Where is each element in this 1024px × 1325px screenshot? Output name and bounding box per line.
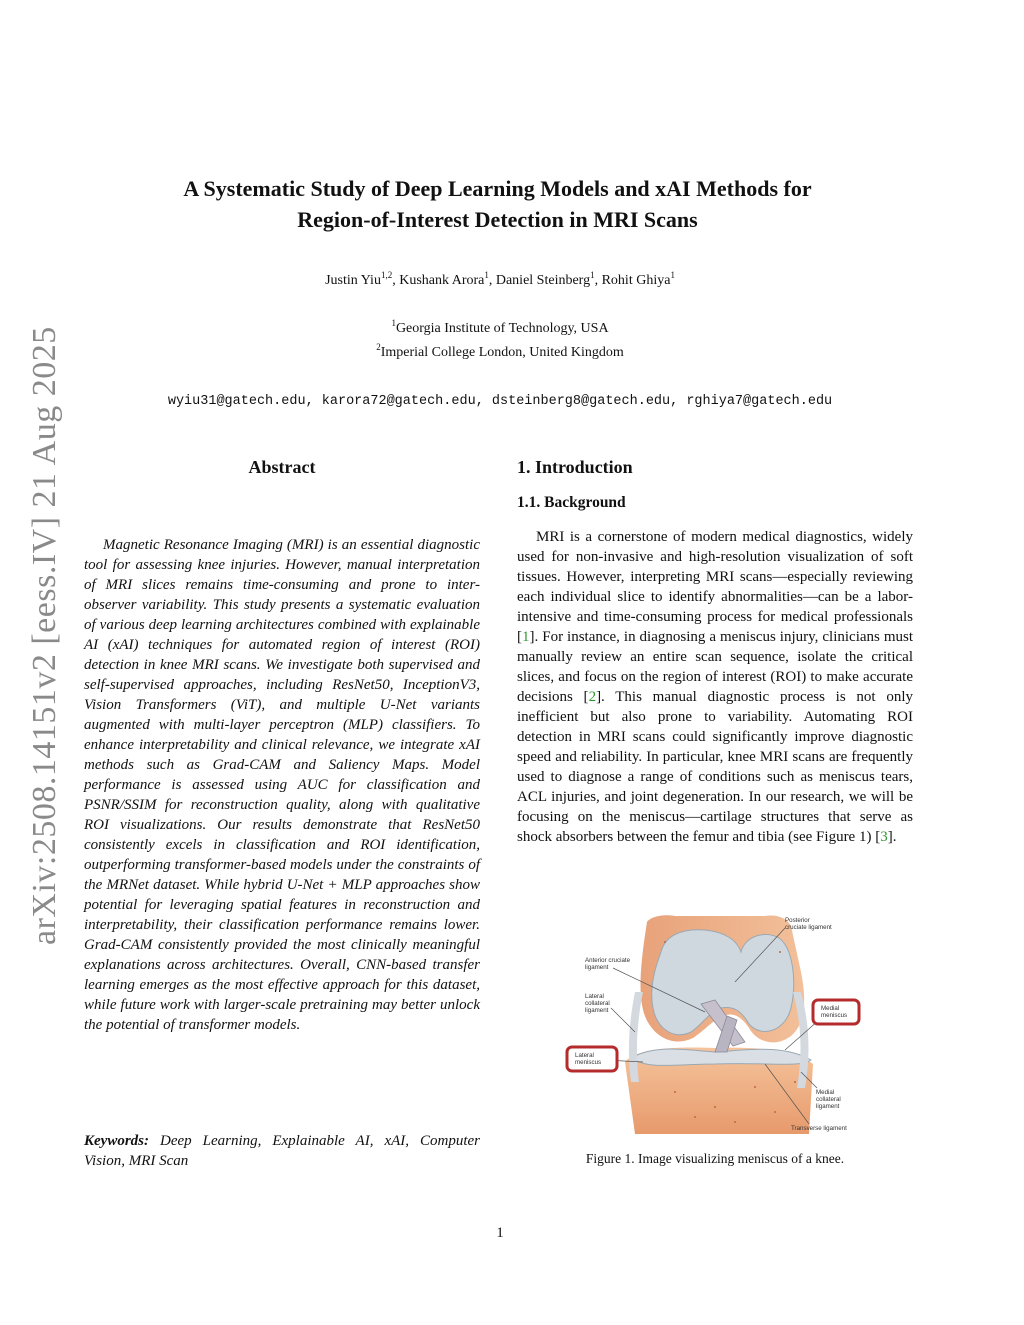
citation-link[interactable]: 1	[522, 629, 530, 645]
citation-link[interactable]: 3	[880, 829, 888, 845]
knee-anatomy-figure	[565, 912, 865, 1134]
label-medial-collateral: Medial collateral ligament	[816, 1089, 841, 1110]
intro-text: MRI is a cornerstone of modern medical diagnostics, widely used for non-invasive and high-resolution visualization of soft tissues. However, interpreting MRI scans—especially reviewing each individual slice to identify abnormalities—can be a labor-intensive and time-consuming process for medical professionals [	[517, 529, 913, 645]
author-name: Kushank Arora	[399, 273, 485, 288]
label-anterior: Anterior cruciate ligament	[585, 957, 631, 971]
author-list: Justin Yiu$^{1,2}$, Kushank Arora$^1$, Daniel Steinberg$^1$, Rohit Ghiya$^1$	[325, 270, 675, 288]
title-line-1: A Systematic Study of Deep Learning Models and xAI Methods for	[183, 176, 812, 201]
subsection-heading-background: 1.1. Background	[517, 494, 626, 511]
affil-name: Georgia Institute of Technology, USA	[395, 321, 609, 336]
keywords-label: Keywords:	[84, 1133, 149, 1149]
abstract-heading: Abstract	[248, 457, 316, 477]
affil-mark: 1	[391, 318, 396, 328]
keywords-text: Deep Learning, Explainable AI, xAI, Computer Vision, MRI Scan	[84, 1133, 480, 1169]
keywords	[84, 1131, 480, 1171]
author-emails: wyiu31@gatech.edu, karora72@gatech.edu, dsteinberg8@gatech.edu, rghiya7@gatech.edu	[167, 394, 833, 409]
page-number: 1	[496, 1225, 504, 1241]
affiliation-1	[200, 318, 800, 337]
intro-text: ]. This manual diagnostic process is not only inefficient but also prone to variability. Automating ROI detection in MRI scans could significantly improve diagnostic speed and reliability. In particular, knee MRI scans are frequently used to diagnose a range of conditions such as meniscus tears, ACL injuries, and joint degeneration. In our research, we will be focusing on the meniscus—cartilage structures that serve as shock absorbers between the femur and tibia (see Figure 1) [	[517, 689, 913, 845]
author-affil-mark: 1,2	[380, 270, 393, 280]
intro-text: ].	[887, 829, 897, 845]
title-line-2: Region-of-Interest Detection in MRI Scans	[297, 207, 698, 232]
author-name: Daniel Steinberg	[495, 273, 591, 288]
paper-title	[120, 173, 875, 235]
section-heading-introduction: 1. Introduction	[517, 457, 633, 477]
figure-caption: Figure 1. Image visualizing meniscus of a knee.	[585, 1151, 845, 1166]
arxiv-margin-label: arXiv:2508.14151v2 [eess.IV] 21 Aug 2025	[26, 326, 63, 945]
author-affil-mark: 1	[590, 270, 595, 280]
intro-text: ]. For instance, in diagnosing a meniscus injury, clinicians must manually review an entire scan sequence, isolate the critical slices, and focus on the region of interest (ROI) to make accurate decisions [	[517, 629, 913, 705]
author-name: Rohit Ghiya	[601, 273, 671, 288]
affil-mark: 2	[376, 342, 381, 352]
introduction-paragraph	[517, 527, 913, 847]
author-affil-mark: 1	[484, 270, 489, 280]
citation-link[interactable]: 2	[588, 689, 597, 705]
abstract-text: Magnetic Resonance Imaging (MRI) is an essential diagnostic tool for assessing knee injuries. However, manual interpretation of MRI slices remains time-consuming and prone to inter-observer variability. This study presents a systematic evaluation of various deep learning architectures combined with explainable AI (xAI) techniques for automated region of interest (ROI) detection in knee MRI scans. We investigate both supervised and self-supervised approaches, including ResNet50, InceptionV3, Vision Transformers (ViT), and multiple U-Net variants augmented with multi-layer perceptron (MLP) classifiers. To enhance interpretability and clinical relevance, we integrate xAI methods such as Grad-CAM and Saliency Maps. Model performance is assessed using AUC for classification and PSNR/SSIM for reconstruction quality, along with qualitative ROI visualizations. Our results demonstrate that ResNet50 consistently excels in classification and ROI identification, outperforming transformer-based models under the constraints of the MRNet dataset. While hybrid U-Net + MLP approaches show potential for leveraging spatial features in reconstruction and interpretability, their classification performance remains lower. Grad-CAM consistently provided the most clinically meaningful explanations across architectures. Overall, CNN-based transfer learning emerges as the most effective approach for this dataset, while future work with larger-scale pretraining may better unlock the potential of transformer models.	[84, 537, 480, 1033]
author-affil-mark: 1	[670, 270, 675, 280]
label-posterior: Posterior cruciate ligament	[785, 917, 832, 931]
label-lateral-meniscus: Lateral meniscus	[575, 1052, 602, 1066]
affiliation-2	[200, 342, 800, 361]
author-name: Justin Yiu	[325, 273, 381, 288]
label-transverse: Transverse ligament	[791, 1125, 847, 1132]
label-lateral-collateral: Lateral collateral ligament	[585, 993, 610, 1014]
affil-name: Imperial College London, United Kingdom	[380, 345, 624, 360]
label-medial-meniscus: Medial meniscus	[821, 1005, 848, 1019]
